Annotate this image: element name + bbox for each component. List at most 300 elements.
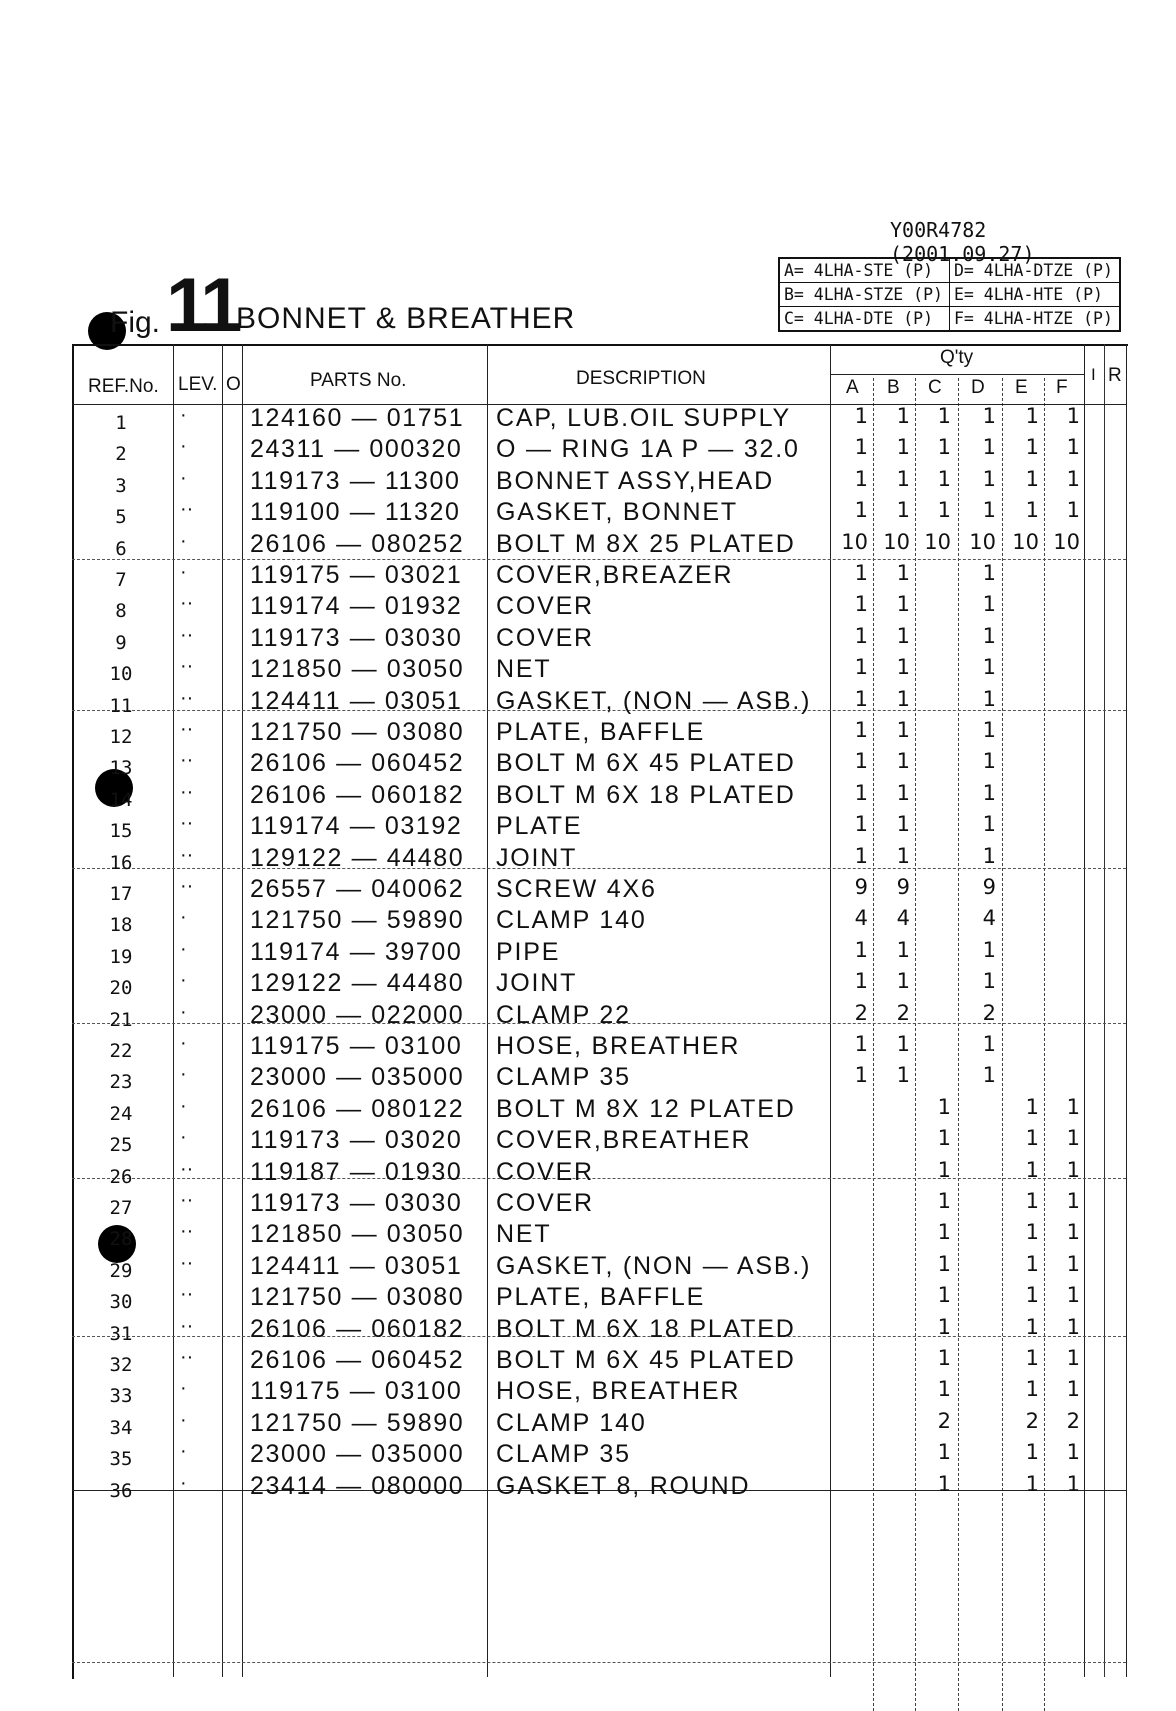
part-description: BOLT M 8X 12 PLATED: [496, 1094, 796, 1123]
qty-b: 2: [896, 1000, 910, 1025]
table-row: [0, 1220, 1176, 1251]
qty-c: 1: [937, 1314, 951, 1339]
part-description: BOLT M 6X 45 PLATED: [496, 1346, 796, 1374]
qty-e: 1: [1025, 1283, 1039, 1308]
ref-number: 17: [109, 883, 133, 905]
header-description: DESCRIPTION: [576, 368, 706, 389]
qty-f: 1: [1066, 1346, 1080, 1370]
qty-f: 1: [1066, 466, 1080, 491]
qty-d: 1: [982, 780, 996, 805]
level-dots: ··: [180, 1220, 194, 1243]
qty-d: 1: [982, 655, 996, 680]
level-dots: ·: [180, 466, 187, 489]
level-dots: ··: [180, 686, 194, 709]
qty-b: 1: [896, 435, 910, 460]
table-row: [0, 1252, 1176, 1283]
qty-d: 1: [982, 812, 996, 837]
part-number: 129122 — 44480: [250, 969, 465, 998]
qty-e: 2: [1025, 1408, 1039, 1433]
qty-b: 1: [896, 623, 910, 648]
table-row: [0, 1032, 1176, 1063]
qty-b: 1: [896, 498, 910, 523]
qty-f: 1: [1066, 1126, 1080, 1151]
level-dots: ·: [180, 1094, 187, 1117]
part-description: GASKET, BONNET: [496, 498, 738, 527]
qty-d: 1: [982, 969, 996, 994]
qty-f: 2: [1066, 1408, 1080, 1433]
level-dots: ·: [180, 1126, 187, 1149]
header-qty: Q'ty: [940, 347, 974, 368]
qty-a: 1: [854, 466, 868, 491]
table-row: [0, 530, 1176, 561]
ref-number: 3: [115, 474, 127, 497]
table-row: [0, 687, 1176, 718]
part-number: 119173 — 03030: [250, 1189, 463, 1217]
qty-c: 1: [937, 1471, 951, 1496]
qty-b: 1: [896, 1032, 910, 1056]
qty-b: 1: [896, 686, 910, 711]
qty-b: 1: [896, 655, 910, 680]
ref-number: 8: [115, 600, 127, 623]
model-b: B= 4LHA-STZE (P): [779, 283, 949, 307]
qty-e: 10: [1012, 529, 1039, 554]
table-row: [0, 1377, 1176, 1408]
header-o: O: [226, 374, 241, 395]
qty-c: 2: [937, 1408, 951, 1433]
qty-a: 4: [854, 906, 868, 931]
qty-d: 1: [982, 686, 996, 711]
part-description: JOINT: [496, 969, 578, 998]
qty-d: 1: [982, 466, 996, 491]
qty-b: 10: [883, 529, 910, 554]
qty-b: 9: [896, 875, 910, 899]
part-number: 26106 — 060452: [250, 749, 465, 778]
qty-c: 1: [937, 1126, 951, 1151]
qty-a: 9: [854, 875, 868, 899]
qty-d: 9: [982, 875, 996, 899]
ref-number: 25: [109, 1134, 133, 1157]
qty-a: 1: [854, 435, 868, 460]
part-number: 23414 — 080000: [250, 1471, 465, 1500]
ref-number: 11: [109, 694, 133, 717]
level-dots: ··: [180, 623, 194, 646]
qty-f: 1: [1066, 1314, 1080, 1339]
qty-d: 1: [982, 843, 996, 868]
qty-b: 1: [896, 466, 910, 491]
table-row: [0, 906, 1176, 937]
part-description: BOLT M 8X 25 PLATED: [496, 529, 796, 558]
table-row: [0, 467, 1176, 498]
header-lev: LEV.: [178, 374, 218, 395]
qty-a: 1: [854, 843, 868, 868]
qty-c: 1: [937, 1283, 951, 1308]
ref-number: 18: [109, 914, 133, 937]
model-legend-row: [779, 258, 1120, 283]
model-d: D= 4LHA-DTZE (P): [949, 258, 1119, 283]
qty-e: 1: [1025, 404, 1039, 428]
level-dots: ··: [180, 498, 194, 521]
level-dots: ··: [180, 1157, 194, 1180]
part-number: 26106 — 060182: [250, 780, 465, 809]
part-number: 26106 — 080252: [250, 529, 465, 558]
qty-a: 1: [854, 561, 868, 585]
part-number: 119174 — 01932: [250, 592, 463, 621]
qty-a: 10: [841, 529, 868, 554]
part-number: 119173 — 11300: [250, 466, 461, 495]
part-description: COVER: [496, 592, 594, 621]
ref-number: 35: [109, 1448, 133, 1471]
part-description: COVER: [496, 1189, 594, 1217]
level-dots: ··: [180, 875, 194, 897]
qty-c: 1: [937, 466, 951, 491]
figure-heading: BONNET & BREATHER: [236, 302, 576, 335]
part-description: COVER: [496, 1157, 594, 1186]
part-description: HOSE, BREATHER: [496, 1032, 741, 1060]
part-description: BOLT M 6X 18 PLATED: [496, 1314, 796, 1343]
qty-a: 1: [854, 686, 868, 711]
part-description: CLAMP 35: [496, 1063, 631, 1092]
level-dots: ·: [180, 1408, 187, 1431]
table-row: [0, 844, 1176, 875]
ref-number: 31: [109, 1322, 133, 1345]
part-description: PLATE, BAFFLE: [496, 1283, 706, 1312]
table-row: [0, 1126, 1176, 1157]
qty-d: 1: [982, 561, 996, 585]
table-row: [0, 938, 1176, 969]
qty-d: 4: [982, 906, 996, 931]
ref-number: 30: [109, 1291, 133, 1314]
part-description: PLATE: [496, 812, 583, 841]
header-col-r: R: [1108, 365, 1122, 386]
qty-c: 1: [937, 1220, 951, 1245]
qty-b: 1: [896, 969, 910, 994]
qty-f: 1: [1066, 1094, 1080, 1119]
ref-number: 26: [109, 1165, 133, 1188]
part-number: 121750 — 03080: [250, 718, 465, 746]
qty-f: 1: [1066, 435, 1080, 460]
qty-e: 1: [1025, 1220, 1039, 1245]
part-description: CLAMP 140: [496, 906, 647, 935]
group-divider: [72, 1662, 1126, 1663]
header-col-f: F: [1056, 377, 1068, 398]
part-number: 23000 — 035000: [250, 1440, 465, 1469]
level-dots: ··: [180, 812, 194, 835]
qty-a: 1: [854, 749, 868, 774]
ref-number: 16: [109, 851, 133, 874]
qty-f: 1: [1066, 1471, 1080, 1496]
qty-d: 10: [969, 529, 996, 554]
qty-d: 1: [982, 592, 996, 617]
part-number: 119175 — 03100: [250, 1377, 463, 1406]
figure-prefix: Fig.: [110, 306, 161, 339]
header-col-a: A: [846, 377, 859, 398]
qty-d: 1: [982, 718, 996, 742]
ref-number: 32: [109, 1354, 133, 1376]
qty-f: 1: [1066, 1189, 1080, 1213]
qty-d: 1: [982, 1063, 996, 1088]
ref-number: 13: [109, 757, 133, 780]
ref-number: 14: [109, 788, 133, 811]
qty-e: 1: [1025, 1440, 1039, 1465]
part-description: COVER: [496, 623, 594, 652]
part-number: 119173 — 03030: [250, 623, 463, 652]
part-description: GASKET, (NON — ASB.): [496, 1251, 812, 1280]
model-legend-row: [779, 283, 1120, 307]
figure-number: 11: [166, 263, 239, 348]
ref-number: 21: [109, 1008, 133, 1031]
qty-a: 1: [854, 623, 868, 648]
part-number: 119174 — 03192: [250, 812, 463, 841]
ref-number: 1: [115, 412, 127, 434]
qty-c: 1: [937, 1157, 951, 1182]
level-dots: ·: [180, 1000, 187, 1023]
level-dots: ··: [180, 780, 194, 803]
part-number: 119100 — 11320: [250, 498, 461, 527]
qty-a: 1: [854, 404, 868, 428]
ref-number: 15: [109, 820, 133, 843]
table-row: [0, 1063, 1176, 1094]
ref-number: 29: [109, 1259, 133, 1282]
qty-b: 1: [896, 780, 910, 805]
part-description: NET: [496, 1220, 552, 1249]
ref-number: 12: [109, 726, 133, 748]
qty-c: 1: [937, 1346, 951, 1370]
part-description: BOLT M 6X 45 PLATED: [496, 749, 796, 778]
ref-number: 33: [109, 1385, 133, 1408]
model-legend-row: [779, 307, 1120, 332]
qty-d: 1: [982, 937, 996, 962]
table-row: [0, 1283, 1176, 1314]
qty-d: 1: [982, 1032, 996, 1056]
ref-number: 10: [109, 663, 133, 686]
part-number: 124411 — 03051: [250, 1251, 463, 1280]
ref-number: 7: [115, 569, 127, 591]
table-row: [0, 1472, 1176, 1503]
document-id: Y00R4782 (2001.09.27): [890, 218, 1035, 266]
level-dots: ·: [180, 1032, 187, 1054]
ref-number: 23: [109, 1071, 133, 1094]
model-f: F= 4LHA-HTZE (P): [949, 307, 1119, 332]
qty-f: 1: [1066, 1157, 1080, 1182]
level-dots: ··: [180, 592, 194, 615]
qty-f: 10: [1053, 529, 1080, 554]
qty-a: 1: [854, 812, 868, 837]
qty-f: 1: [1066, 1283, 1080, 1308]
qty-a: 1: [854, 498, 868, 523]
part-number: 121850 — 03050: [250, 655, 465, 684]
part-description: COVER,BREATHER: [496, 1126, 752, 1155]
qty-c: 1: [937, 498, 951, 523]
table-row: [0, 624, 1176, 655]
qty-d: 1: [982, 435, 996, 460]
qty-e: 1: [1025, 1126, 1039, 1151]
qty-b: 1: [896, 1063, 910, 1088]
part-number: 26106 — 080122: [250, 1094, 465, 1123]
level-dots: ·: [180, 969, 187, 992]
table-row: [0, 1409, 1176, 1440]
ref-number: 34: [109, 1416, 133, 1439]
ref-number: 6: [115, 537, 127, 560]
part-description: HOSE, BREATHER: [496, 1377, 741, 1406]
qty-b: 1: [896, 937, 910, 962]
table-row: [0, 655, 1176, 686]
part-number: 119173 — 03020: [250, 1126, 463, 1155]
qty-d: 1: [982, 404, 996, 428]
qty-e: 1: [1025, 1157, 1039, 1182]
level-dots: ·: [180, 1063, 187, 1086]
figure-title: [88, 263, 648, 348]
table-row: [0, 1095, 1176, 1126]
qty-f: 1: [1066, 1440, 1080, 1465]
qty-b: 4: [896, 906, 910, 931]
part-number: 121750 — 59890: [250, 1408, 465, 1437]
table-row: [0, 1001, 1176, 1032]
qty-e: 1: [1025, 498, 1039, 523]
qty-e: 1: [1025, 1189, 1039, 1213]
part-number: 124160 — 01751: [250, 404, 465, 432]
header-col-b: B: [887, 377, 900, 398]
header-col-c: C: [928, 377, 942, 398]
qty-a: 1: [854, 780, 868, 805]
qty-e: 1: [1025, 1251, 1039, 1276]
table-row: [0, 749, 1176, 780]
table-row: [0, 812, 1176, 843]
level-dots: ··: [180, 655, 194, 678]
part-description: CAP, LUB.OIL SUPPLY: [496, 404, 791, 432]
qty-c: 1: [937, 435, 951, 460]
qty-c: 1: [937, 1189, 951, 1213]
qty-c: 1: [937, 1377, 951, 1402]
part-number: 26557 — 040062: [250, 875, 465, 903]
qty-b: 1: [896, 592, 910, 617]
level-dots: ·: [180, 937, 187, 960]
level-dots: ·: [180, 404, 187, 426]
qty-e: 1: [1025, 466, 1039, 491]
qty-c: 1: [937, 1094, 951, 1119]
ref-number: 19: [109, 945, 133, 968]
table-row: [0, 1189, 1176, 1220]
part-number: 124411 — 03051: [250, 686, 463, 715]
level-dots: ·: [180, 1471, 187, 1494]
part-number: 23000 — 022000: [250, 1000, 465, 1029]
level-dots: ··: [180, 749, 194, 772]
level-dots: ··: [180, 1251, 194, 1274]
part-number: 121850 — 03050: [250, 1220, 465, 1249]
table-row: [0, 592, 1176, 623]
model-legend: [778, 257, 1121, 332]
level-dots: ·: [180, 1440, 187, 1463]
qty-c: 10: [924, 529, 951, 554]
part-description: SCREW 4X6: [496, 875, 657, 903]
level-dots: ··: [180, 843, 194, 866]
qty-f: 1: [1066, 1251, 1080, 1276]
model-c: C= 4LHA-DTE (P): [779, 307, 949, 332]
table-row: [0, 404, 1176, 435]
table-row: [0, 875, 1176, 906]
qty-a: 1: [854, 592, 868, 617]
qty-d: 2: [982, 1000, 996, 1025]
qty-b: 1: [896, 749, 910, 774]
part-description: PLATE, BAFFLE: [496, 718, 706, 746]
qty-a: 2: [854, 1000, 868, 1025]
level-dots: ·: [180, 435, 187, 458]
part-description: CLAMP 140: [496, 1408, 647, 1437]
table-row: [0, 561, 1176, 592]
qty-a: 1: [854, 1063, 868, 1088]
part-description: O — RING 1A P — 32.0: [496, 435, 800, 464]
part-number: 119187 — 01930: [250, 1157, 463, 1186]
header-ref-no: REF.No.: [88, 376, 159, 397]
ref-number: 20: [109, 977, 133, 1000]
table-row: [0, 435, 1176, 466]
qty-e: 1: [1025, 1377, 1039, 1402]
table-row: [0, 498, 1176, 529]
qty-f: 1: [1066, 1220, 1080, 1245]
qty-b: 1: [896, 404, 910, 428]
part-description: GASKET 8, ROUND: [496, 1471, 751, 1500]
ref-number: 22: [109, 1040, 133, 1062]
ref-number: 24: [109, 1102, 133, 1125]
qty-a: 1: [854, 969, 868, 994]
part-number: 26106 — 060452: [250, 1346, 465, 1374]
qty-e: 1: [1025, 1094, 1039, 1119]
level-dots: ··: [180, 1314, 194, 1337]
qty-a: 1: [854, 718, 868, 742]
level-dots: ··: [180, 718, 194, 740]
part-description: PIPE: [496, 937, 561, 966]
part-description: BOLT M 6X 18 PLATED: [496, 780, 796, 809]
qty-c: 1: [937, 1440, 951, 1465]
table-row: [0, 1346, 1176, 1377]
part-number: 121750 — 03080: [250, 1283, 465, 1312]
ref-number: 27: [109, 1197, 133, 1219]
level-dots: ··: [180, 1346, 194, 1368]
part-number: 119174 — 39700: [250, 937, 463, 966]
ref-number: 9: [115, 631, 127, 654]
header-col-d: D: [971, 377, 985, 398]
part-description: CLAMP 22: [496, 1000, 631, 1029]
qty-e: 1: [1025, 1471, 1039, 1496]
qty-f: 1: [1066, 404, 1080, 428]
qty-c: 1: [937, 1251, 951, 1276]
qty-a: 1: [854, 655, 868, 680]
header-col-i: I: [1091, 365, 1096, 384]
part-number: 119175 — 03100: [250, 1032, 463, 1060]
qty-d: 1: [982, 498, 996, 523]
table-row: [0, 969, 1176, 1000]
model-a: A= 4LHA-STE (P): [779, 258, 949, 283]
qty-e: 1: [1025, 1346, 1039, 1370]
qty-e: 1: [1025, 435, 1039, 460]
qty-f: 1: [1066, 498, 1080, 523]
part-number: 129122 — 44480: [250, 843, 465, 872]
model-e: E= 4LHA-HTE (P): [949, 283, 1119, 307]
table-row: [0, 1440, 1176, 1471]
part-description: NET: [496, 655, 552, 684]
qty-e: 1: [1025, 1314, 1039, 1339]
qty-b: 1: [896, 812, 910, 837]
header-col-e: E: [1015, 377, 1028, 398]
part-description: BONNET ASSY,HEAD: [496, 466, 774, 495]
part-description: JOINT: [496, 843, 578, 872]
part-number: 121750 — 59890: [250, 906, 465, 935]
qty-b: 1: [896, 561, 910, 585]
header-parts-no: PARTS No.: [310, 370, 407, 391]
level-dots: ·: [180, 1377, 187, 1400]
level-dots: ··: [180, 1189, 194, 1211]
qty-b: 1: [896, 718, 910, 742]
qty-f: 1: [1066, 1377, 1080, 1402]
